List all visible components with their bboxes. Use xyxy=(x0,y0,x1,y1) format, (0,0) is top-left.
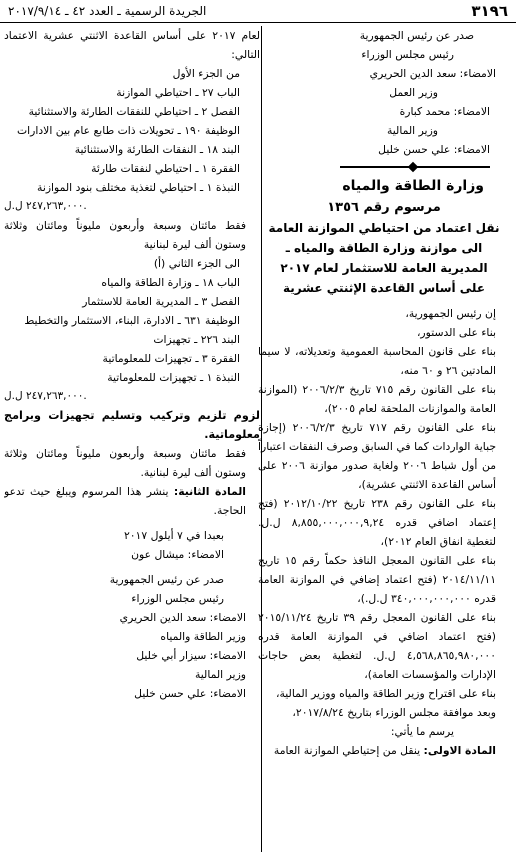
budget-line: النبذة ١ ـ تجهيزات للمعلوماتية xyxy=(107,371,240,384)
decree-title-line: على أساس القاعدة الإثنتي عشرية xyxy=(282,281,486,295)
decree-title-line: نقل اعتماد من احتياطي الموازنة العامة xyxy=(268,221,500,235)
signature-line: وزير المالية xyxy=(387,124,438,137)
preamble-paragraph: بناء على القانون المعجل النافذ حكماً رقم ١٥ تاريخ ٢٠١٤/١١/١١ (فتح اعتماد إضافي في الموازنة العامة قدره ٣٤٠,٠٠٠,٠٠٠,٠٠٠ ل.ل.)، xyxy=(258,554,496,605)
purpose-text: لزوم تلزيم وتركيب وتسليم تجهيزات وبرامج معلوماتية. xyxy=(4,409,260,441)
signature-line: الامضاء: سعد الدين الحريري xyxy=(369,67,496,80)
article-1-text: ينقل من إحتياطي الموازنة العامة xyxy=(273,744,421,757)
signature-line: رئيس مجلس الوزراء xyxy=(361,48,454,61)
preamble-line: يرسم ما يأتي: xyxy=(390,725,454,738)
signature-line: وزير الطاقة والمياه xyxy=(160,630,246,643)
preamble-paragraph: بناء على اقتراح وزير الطاقة والمياه ووزير المالية، xyxy=(276,687,496,700)
decree-number: مرسوم رقم ١٣٥٦ xyxy=(327,200,441,215)
amount-in-words: فقط مائتان وسبعة وأربعون مليوناً ومائتان وثلاثة وستون ألف ليرة لبنانية. xyxy=(4,447,246,479)
date-line: بعبدا في ٧ أيلول ٢٠١٧ xyxy=(123,529,224,542)
budget-line: الفصل ٢ ـ احتياطي للنفقات الطارئة والاستثنائية xyxy=(28,105,240,118)
signature-line: الامضاء: علي حسن خليل xyxy=(134,687,246,700)
signature-line: صدر عن رئيس الجمهورية xyxy=(359,29,474,42)
amount-figure: ٢٤٧,٢٦٣,٠٠٠ ل.ل. xyxy=(4,390,87,402)
page-header xyxy=(0,0,516,23)
to-part-label: الى الجزء الثاني (أ) xyxy=(153,257,240,270)
ornament-divider xyxy=(340,162,490,172)
budget-line: البند ٢٢٦ ـ تجهيزات xyxy=(153,333,240,346)
budget-line: البند ١٨ ـ النفقات الطارئة والاستثنائية xyxy=(74,143,240,156)
signature-line: رئيس مجلس الوزراء xyxy=(131,592,224,605)
preamble-line: إن رئيس الجمهورية، xyxy=(405,307,496,320)
page-number: ٣١٩٦ xyxy=(471,2,508,20)
amount-figure: ٢٤٧,٢٦٣,٠٠٠ ل.ل. xyxy=(4,200,87,212)
signature-line: الامضاء: علي حسن خليل xyxy=(378,143,490,156)
signature-line: وزير المالية xyxy=(195,668,246,681)
ministry-heading: وزارة الطاقة والمياه xyxy=(342,178,484,194)
gazette-info: الجريدة الرسمية ـ العدد ٤٢ ـ ٢٠١٧/٩/١٤ xyxy=(8,4,207,18)
budget-line: الوظيفة ٦٣١ ـ الادارة، البناء، الاستثمار والتخطيط xyxy=(24,314,240,327)
signature-line: الامضاء: محمد كبارة xyxy=(399,105,490,118)
preamble-paragraph: بناء على القانون المعجل رقم ٣٩ تاريخ ٢٠١٥/١١/٢٤ (فتح اعتماد اضافي في الموازنة العامة قدره ٤,٥٦٨,٨٦٥,٩٨٠,٠٠٠ ل.ل. لتغطية بعض حاجات الإدارات والمؤسسات العامة)، xyxy=(258,611,496,681)
article-1 xyxy=(258,741,510,760)
budget-line: النبذة ١ ـ احتياطي لتغذية مختلف بنود الموازنة xyxy=(37,181,240,194)
budget-line: الوظيفة ١٩٠ ـ تحويلات ذات طابع عام بين الادارات xyxy=(16,124,240,137)
signature-line: وزير العمل xyxy=(389,86,438,99)
president-signature: الامضاء: ميشال عون xyxy=(131,548,224,561)
decree-title-line: الى موازنة وزارة الطاقة والمياه ـ xyxy=(285,241,483,255)
preamble-paragraph: بناء على القانون رقم ٧١٥ تاريخ ٢٠٠٦/٢/٣ (الموازنة العامة والموازنات الملحقة لعام ٢٠٠٥)، xyxy=(258,383,496,415)
budget-line: الفقرة ٣ ـ تجهيزات للمعلوماتية xyxy=(102,352,240,365)
signature-line: الامضاء: سعد الدين الحريري xyxy=(119,611,246,624)
amount-in-words: فقط مائتان وسبعة وأربعون مليوناً ومائتان وثلاثة وستون ألف ليرة لبنانية xyxy=(4,219,246,251)
preamble-paragraph: بناء على القانون رقم ٢٣٨ تاريخ ٢٠١٢/١٠/٢٢ (فتح إعتماد اضافي قدره ٨,٨٥٥,٠٠٠,٠٠٠,٩,٢٤ ل.ل. لتغطية انفاق العام ٢٠١٢)، xyxy=(258,497,496,548)
article-1-label: المادة الاولى: xyxy=(423,744,496,757)
decree-title-line: المديرية العامة للاستثمار لعام ٢٠١٧ xyxy=(280,261,488,275)
intro-paragraph: لعام ٢٠١٧ على أساس القاعدة الاثنتي عشرية الاعتماد التالي: xyxy=(4,29,260,61)
preamble-line: وبعد موافقة مجلس الوزراء بتاريخ ٢٠١٧/٨/٢٤، xyxy=(292,706,496,719)
left-column xyxy=(4,26,260,852)
signature-line: الامضاء: سيزار أبي خليل xyxy=(136,649,246,662)
right-column xyxy=(258,26,510,852)
budget-line: الفصل ٣ ـ المديرية العامة للاستثمار xyxy=(82,295,240,308)
article-2 xyxy=(4,482,260,520)
signature-line: صدر عن رئيس الجمهورية xyxy=(109,573,224,586)
budget-line: الفقرة ١ ـ احتياطي لنفقات طارئة xyxy=(91,162,240,175)
article-2-label: المادة الثانية: xyxy=(173,485,247,498)
budget-line: الباب ١٨ ـ وزارة الطاقة والمياه xyxy=(101,276,240,289)
from-part-label: من الجزء الأول xyxy=(172,67,240,80)
article-2-text: ينشر هذا المرسوم ويبلغ حيث تدعو الحاجة. xyxy=(4,485,246,517)
preamble-line: بناء على الدستور، xyxy=(416,326,496,339)
budget-line: الباب ٢٧ ـ احتياطي الموازنة xyxy=(116,86,240,99)
preamble-paragraph: بناء على القانون رقم ٧١٧ تاريخ ٢٠٠٦/٢/٣ (إجازة جباية الواردات كما في السابق وصرف النفقات اعتباراً من أول شباط ٢٠٠٦ ولغاية صدور موازنة ٢٠٠٦ على أساس القاعدة الاثنتي عشرية)، xyxy=(258,421,497,491)
preamble-paragraph: بناء على قانون المحاسبة العمومية وتعديلاته، لا سيما المادتين ٢٦ و ٦٠ منه، xyxy=(258,345,496,377)
